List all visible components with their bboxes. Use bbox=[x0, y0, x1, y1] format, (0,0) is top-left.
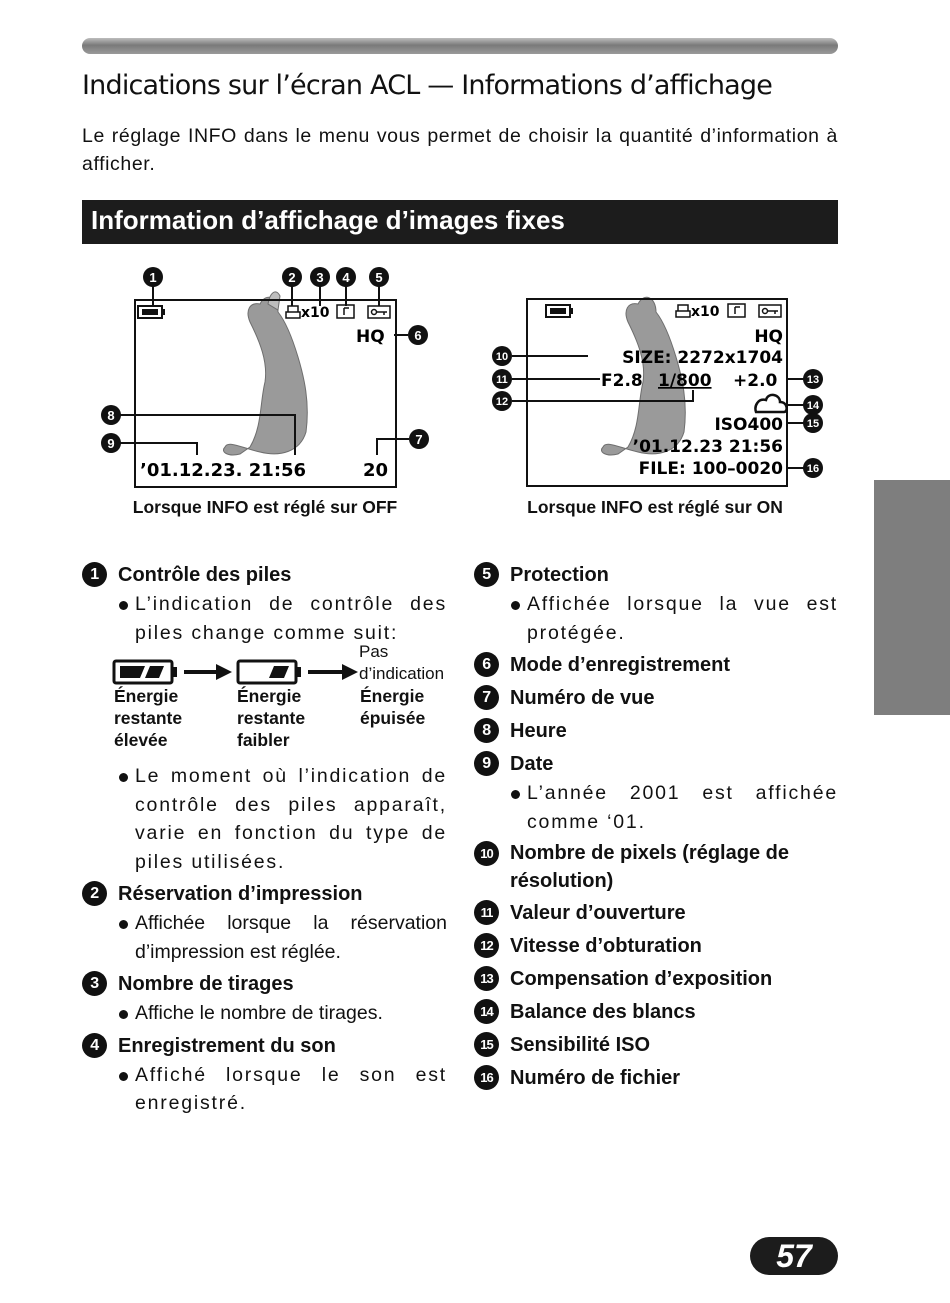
number-badge-12: 12 bbox=[474, 933, 499, 958]
print-count-off: x10 bbox=[301, 305, 330, 321]
item-7-title: 7 Numéro de vue bbox=[474, 683, 838, 713]
number-badge-3: 3 bbox=[82, 971, 107, 996]
callout-5: 5 bbox=[375, 270, 383, 285]
item-12-title: 12 Vitesse d’obturation bbox=[474, 931, 838, 961]
item-1-bullet-2: Le moment où l’indication de contrôle des piles apparaît, varie en fonction du type de piles utilisées. bbox=[82, 762, 447, 876]
no-indication-label: Pas d’indication bbox=[359, 642, 445, 683]
item-16-title: 16 Numéro de fichier bbox=[474, 1063, 838, 1093]
quality-on: HQ bbox=[754, 327, 783, 347]
callout-16: 16 bbox=[806, 463, 820, 475]
print-count-on: x10 bbox=[691, 304, 720, 320]
frame-number-off: 20 bbox=[363, 460, 389, 481]
battery-low-label: Énergie restante faibler bbox=[237, 686, 306, 750]
section-header: Information d’affichage d’images fixes bbox=[82, 200, 838, 244]
sound-record-icon bbox=[728, 304, 745, 317]
arrow-right-icon bbox=[184, 664, 232, 680]
top-decorative-bar bbox=[82, 38, 838, 54]
aperture-on: F2.8 bbox=[601, 371, 643, 391]
number-badge-4: 4 bbox=[82, 1033, 107, 1058]
item-2-bullet-1: Affichée lorsque la réservation d’impression est réglée. bbox=[82, 909, 447, 966]
battery-icon bbox=[546, 305, 573, 317]
number-badge-7: 7 bbox=[474, 685, 499, 710]
number-badge-13: 13 bbox=[474, 966, 499, 991]
item-10-title: 10 Nombre de pixels (réglage de résolution) bbox=[474, 839, 838, 895]
datetime-off: ’01.12.23. 21:56 bbox=[140, 460, 307, 481]
protect-key-icon bbox=[368, 306, 390, 318]
arrow-right-icon bbox=[308, 664, 358, 680]
file-on: FILE: 100–0020 bbox=[638, 459, 783, 479]
item-15-title: 15 Sensibilité ISO bbox=[474, 1030, 838, 1060]
item-1-bullet-1: L’indication de contrôle des piles change comme suit: bbox=[82, 590, 447, 647]
lcd-screen-info-off bbox=[100, 262, 440, 492]
callout-11: 11 bbox=[496, 374, 508, 386]
callout-10: 10 bbox=[495, 351, 509, 363]
caption-info-on: Lorsque INFO est réglé sur ON bbox=[527, 497, 783, 517]
number-badge-10: 10 bbox=[474, 841, 499, 866]
item-5-bullet-1: Affichée lorsque la vue est protégée. bbox=[474, 590, 838, 647]
battery-full-label: Énergie restante élevée bbox=[114, 686, 183, 750]
item-1-title: 1 Contrôle des piles bbox=[82, 560, 447, 590]
page-number: 57 bbox=[750, 1237, 838, 1275]
item-9-title: 9 Date bbox=[474, 749, 838, 779]
callout-1: 1 bbox=[149, 270, 157, 285]
item-4-title: 4 Enregistrement du son bbox=[82, 1031, 447, 1061]
callout-13: 13 bbox=[806, 374, 820, 386]
shutter-on: 1/800 bbox=[658, 371, 712, 391]
side-tab bbox=[874, 480, 950, 715]
callout-4: 4 bbox=[342, 270, 350, 285]
number-badge-1: 1 bbox=[82, 562, 107, 587]
caption-info-off: Lorsque INFO est réglé sur OFF bbox=[132, 497, 398, 517]
number-badge-14: 14 bbox=[474, 999, 499, 1024]
sound-record-icon bbox=[337, 305, 354, 318]
quality-off: HQ bbox=[356, 327, 385, 347]
callout-3: 3 bbox=[316, 270, 324, 285]
number-badge-2: 2 bbox=[82, 881, 107, 906]
item-14-title: 14 Balance des blancs bbox=[474, 997, 838, 1027]
right-column bbox=[474, 560, 838, 1093]
item-2-title: 2 Réservation d’impression bbox=[82, 879, 447, 909]
number-badge-8: 8 bbox=[474, 718, 499, 743]
callout-2: 2 bbox=[288, 270, 296, 285]
battery-empty-label: Énergie épuisée bbox=[360, 686, 426, 728]
intro-paragraph: Le réglage INFO dans le menu vous permet de choisir la quantité d’information à afficher. bbox=[82, 125, 838, 175]
item-3-bullet-1: Affiche le nombre de tirages. bbox=[82, 999, 447, 1028]
left-column bbox=[82, 560, 447, 1118]
item-9-bullet-1: L’année 2001 est affichée comme ‘01. bbox=[474, 779, 838, 836]
battery-icon bbox=[138, 306, 165, 318]
callout-6: 6 bbox=[414, 328, 422, 343]
iso-on: ISO400 bbox=[714, 415, 783, 435]
callout-8: 8 bbox=[107, 408, 115, 423]
number-badge-9: 9 bbox=[474, 751, 499, 776]
item-8-title: 8 Heure bbox=[474, 716, 838, 746]
item-5-title: 5 Protection bbox=[474, 560, 838, 590]
callout-7: 7 bbox=[415, 432, 423, 447]
number-badge-11: 11 bbox=[474, 900, 499, 925]
item-13-title: 13 Compensation d’exposition bbox=[474, 964, 838, 994]
callout-12: 12 bbox=[495, 396, 509, 408]
page-title: Indications sur l’écran ACL — Informations d’affichage bbox=[82, 70, 773, 101]
item-3-title: 3 Nombre de tirages bbox=[82, 969, 447, 999]
number-badge-6: 6 bbox=[474, 652, 499, 677]
size-on: SIZE: 2272x1704 bbox=[622, 348, 783, 368]
battery-low-icon bbox=[238, 661, 301, 683]
callout-14: 14 bbox=[806, 400, 820, 412]
lcd-screen-info-on bbox=[488, 262, 828, 492]
callout-9: 9 bbox=[107, 436, 115, 451]
number-badge-15: 15 bbox=[474, 1032, 499, 1057]
exposure-on: +2.0 bbox=[733, 371, 778, 391]
print-reservation-icon bbox=[286, 306, 300, 318]
item-11-title: 11 Valeur d’ouverture bbox=[474, 898, 838, 928]
datetime-on: ’01.12.23 21:56 bbox=[632, 437, 783, 457]
item-6-title: 6 Mode d’enregistrement bbox=[474, 650, 838, 680]
white-balance-cloud-icon bbox=[755, 395, 786, 412]
number-badge-16: 16 bbox=[474, 1065, 499, 1090]
callout-15: 15 bbox=[806, 418, 820, 430]
battery-full-icon bbox=[114, 661, 177, 683]
protect-key-icon bbox=[759, 305, 781, 317]
number-badge-5: 5 bbox=[474, 562, 499, 587]
print-reservation-icon bbox=[676, 305, 690, 317]
item-4-bullet-1: Affiché lorsque le son est enregistré. bbox=[82, 1061, 447, 1118]
